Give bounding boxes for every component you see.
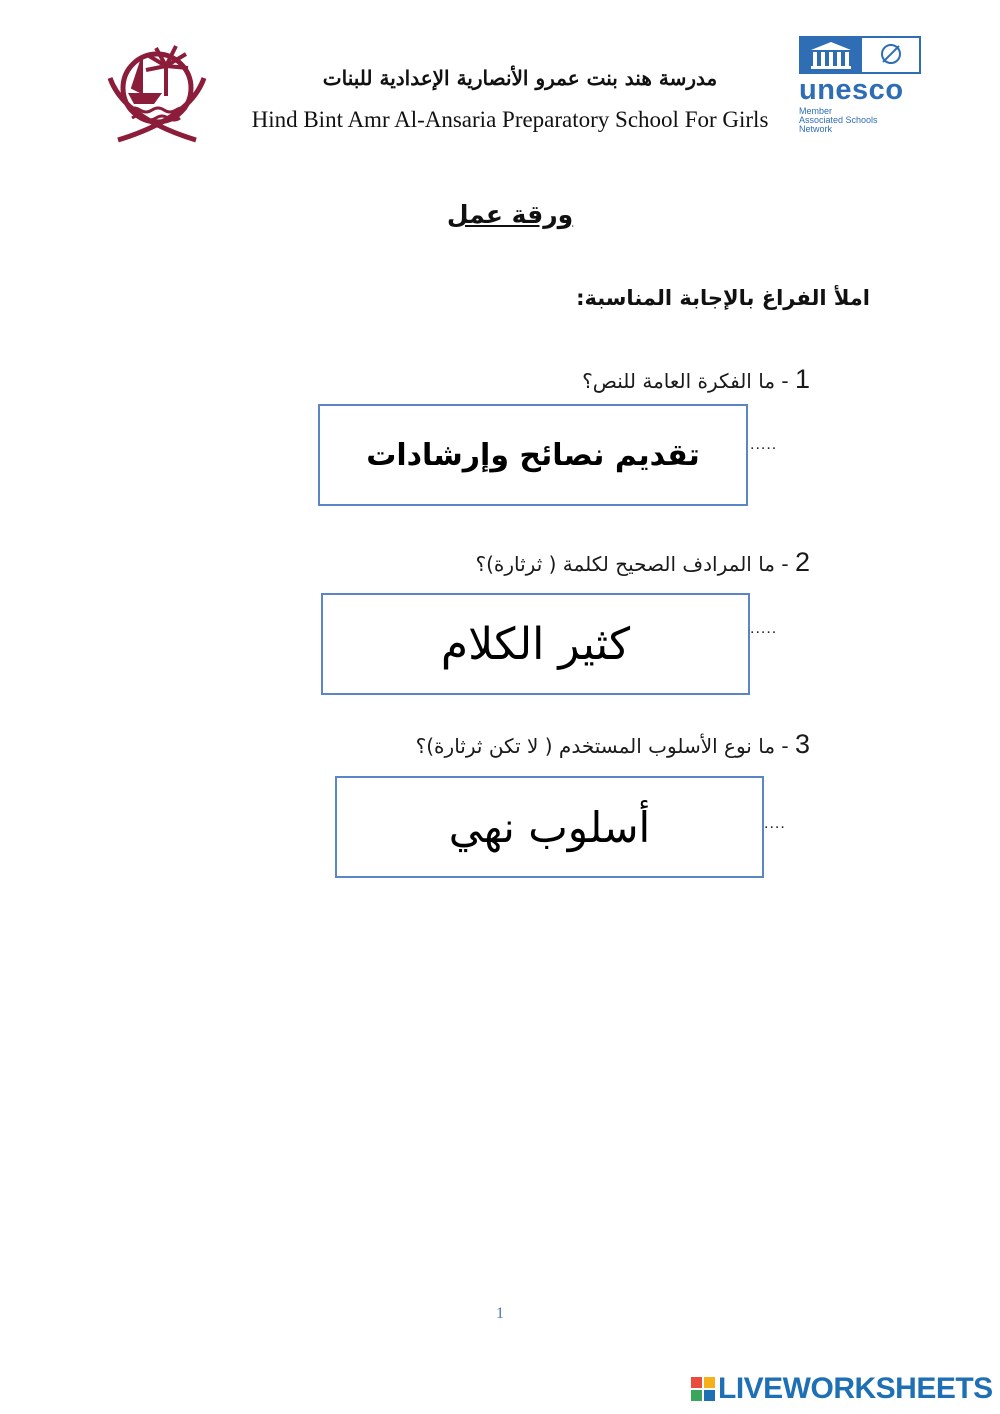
question-text: ما المرادف الصحيح لكلمة ( ثرثارة)؟ bbox=[475, 552, 776, 576]
fill-dots: ..... bbox=[750, 436, 778, 453]
unesco-emblem-icon bbox=[799, 36, 921, 76]
question-number: 2 bbox=[794, 547, 810, 577]
question-1: 1 - ما الفكرة العامة للنص؟ bbox=[582, 364, 810, 394]
question-number: 1 bbox=[794, 364, 810, 394]
unesco-logo bbox=[797, 36, 927, 136]
answer-text: كثير الكلام bbox=[440, 618, 631, 670]
unesco-caption-line: Member bbox=[799, 106, 833, 116]
instruction-text: املأ الفراغ بالإجابة المناسبة: bbox=[576, 286, 870, 310]
question-3: 3 - ما نوع الأسلوب المستخدم ( لا تكن ثرثارة)؟ bbox=[415, 729, 810, 759]
fill-dots: .... bbox=[764, 815, 786, 832]
question-2: 2 - ما المرادف الصحيح لكلمة ( ثرثارة)؟ bbox=[475, 547, 810, 577]
school-name-arabic: مدرسة هند بنت عمرو الأنصارية الإعدادية للبنات bbox=[322, 66, 718, 90]
answer-text: تقديم نصائح وإرشادات bbox=[366, 437, 700, 473]
liveworksheets-logo bbox=[690, 1372, 993, 1406]
answer-box-3[interactable] bbox=[335, 776, 764, 878]
question-text: ما الفكرة العامة للنص؟ bbox=[582, 369, 776, 393]
unesco-word: unesco bbox=[799, 74, 904, 106]
page-number: 1 bbox=[496, 1305, 504, 1322]
answer-box-1[interactable] bbox=[318, 404, 748, 506]
question-text: ما نوع الأسلوب المستخدم ( لا تكن ثرثارة)؟ bbox=[415, 734, 776, 758]
worksheet-title: ورقة عمل bbox=[446, 200, 574, 229]
unesco-caption-line: Network bbox=[799, 124, 833, 134]
fill-dots: ..... bbox=[750, 620, 778, 637]
liveworksheets-icon bbox=[690, 1376, 716, 1402]
answer-text: أسلوب نهي bbox=[448, 802, 651, 852]
question-number: 3 bbox=[794, 729, 810, 759]
liveworksheets-brand: LIVEWORKSHEETS bbox=[718, 1372, 993, 1405]
answer-box-2[interactable] bbox=[321, 593, 750, 695]
unesco-caption-line: Associated Schools bbox=[799, 115, 878, 125]
qatar-emblem-icon bbox=[104, 38, 210, 144]
school-name-english: Hind Bint Amr Al-Ansaria Preparatory School For Girls bbox=[251, 107, 769, 132]
